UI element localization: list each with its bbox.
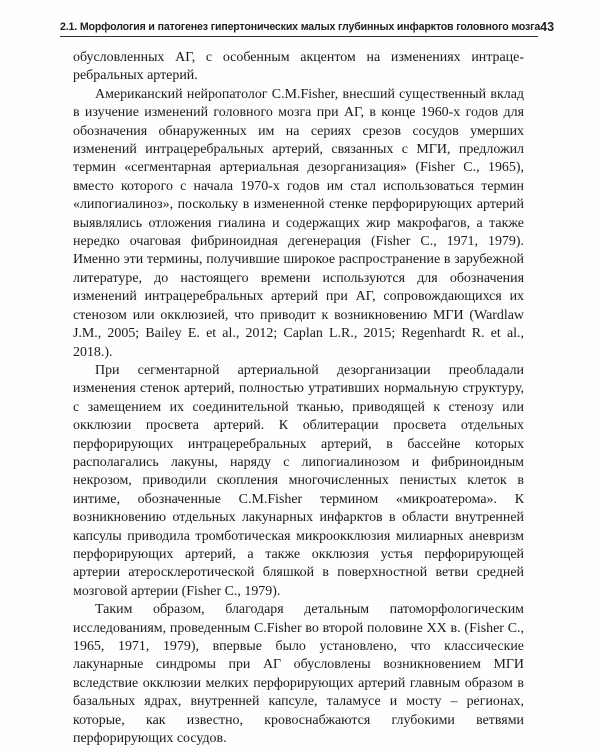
header-title: 2.1. Морфология и патогенез гипертонических малых глубинных инфарктов головного мозга (60, 21, 541, 33)
paragraph-segmental-disorganization: При сегментарной артериальной дезорганизации преобладали изменения стенок артерий, полностью утративших нормальную структуру, с замещением их соединительной тканью, приводящей к стенозу или окклюзии просвета артерий. К облитерации просвета отдельных перфорирующих интрацеребральных артерий, в бассейне которых располагались лакуны, наряду с липогиалинозом и фибриноидным некрозом, приводили скопления многочисленных пенистых клеток в интиме, обозначенные C.M.Fisher термином «микроатерома». К возникновению отдельных лакунарных инфарктов в области внутренней капсулы приводила тромботическая микроокклюзия милиарных аневризм перфорирующих артерий, а также окклюзия устья перфорирующей артерии атеросклеротической бляшкой в поверхностной ветви средней мозговой артерии (Fisher C., 1979). (73, 362, 524, 599)
paragraph-fisher-contribution: Американский нейропатолог C.M.Fisher, внесший существенный вклад в изучение изменений головного мозга при АГ, в конце 1960-х годов для обозначения обнаруженных им на сериях срезов сосудов умерших изменений интрацеребральных артерий, связанных с МГИ, предложил термин «сегментарная артериальная дезорганизация» (Fisher C., 1965), вместо которого с начала 1970-х годов им стал использоваться термин «липогиалиноз», поскольку в измененной стенке перфорирующих артерий выявлялись отложения гиалина и содержащих жир макрофагов, а также нередко очаговая фибриноидная дегенерация (Fisher C., 1971, 1979). Именно эти термины, получившие широкое распространение в зарубежной литературе, до настоящего времени используются для обозначения изменений интрацеребральных артерий при АГ, сопровождающихся их стенозом или окклюзией, что приводит к возникновению МГИ (Wardlaw J.M., 2005; Bailey E. et al., 2012; Caplan L.R., 2015; Regenhardt R. et al., 2018.). (73, 86, 524, 360)
paragraph-continuation: обусловленных АГ, с особенным акцентом на изменениях интрацеребральных артерий. (73, 50, 524, 84)
running-header (60, 14, 555, 37)
page-number: 43 (540, 20, 555, 34)
paragraph-conclusion: Таким образом, благодаря детальным патоморфологическим исследованиям, проведенным C.Fisher во второй половине XX в. (Fisher C., 1965, 1971, 1979), впервые было установлено, что классические лакунарные синдромы при АГ обусловлены возникновением МГИ вследствие окклюзии мелких перфорирующих артерий главным образом в базальных ядрах, внутренней капсуле, таламусе и мосту – регионах, которые, как известно, кровоснабжаются глубокими ветвями перфорирующих сосудов. (73, 602, 524, 747)
body-text (73, 49, 524, 748)
